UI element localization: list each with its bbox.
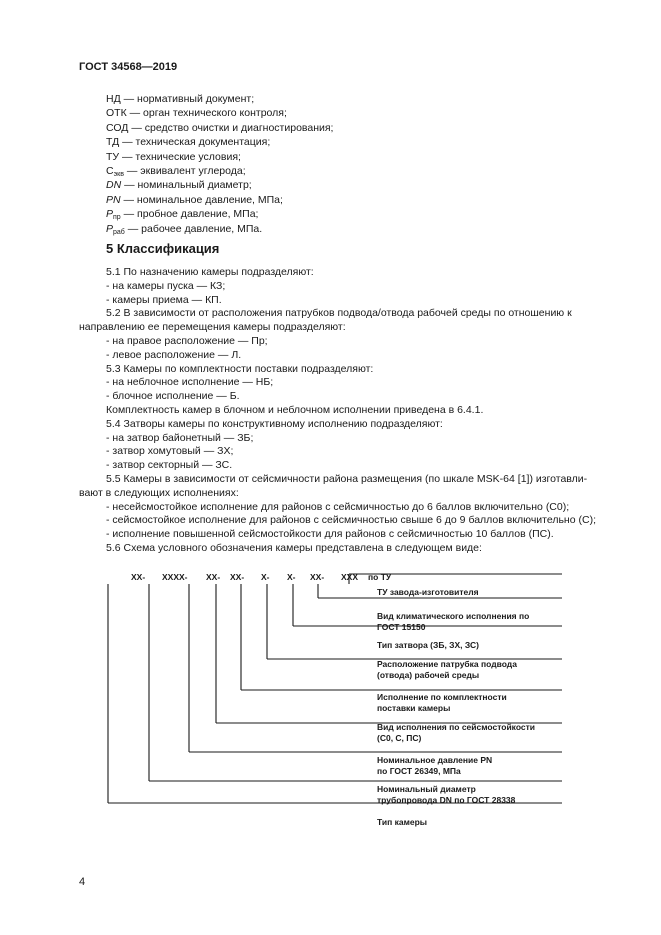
scheme-code-2: ХХХХ- — [162, 572, 188, 582]
scheme-code-7: ХХ- — [310, 572, 325, 582]
scheme-label-nozzle-2: (отвода) рабочей среды — [377, 670, 480, 680]
abbreviation-subscript: пр — [113, 214, 121, 222]
paragraph-line: 5.4 Затворы камеры по конструктивному исполнению подразделяют: — [106, 417, 443, 430]
paragraph-line: - сейсмостойкое исполнение для районов с сейсмичностью свыше 6 до 9 баллов включительно (С); — [106, 514, 596, 527]
paragraph-line: направлению ее перемещения камеры подразделяют: — [79, 321, 346, 334]
paragraph-line: - левое расположение — Л. — [106, 348, 242, 361]
scheme-label-type: Тип камеры — [377, 817, 428, 827]
paragraph-line: 5.3 Камеры по комплектности поставки подразделяют: — [106, 362, 374, 375]
abbreviation-definition: — технические условия; — [119, 150, 241, 163]
scheme-label-climate-2: ГОСТ 15150 — [377, 622, 426, 632]
abbreviation-definition: — номинальное давление, МПа; — [120, 193, 283, 206]
section-title: 5 Классификация — [106, 241, 220, 256]
abbreviation-subscript: экв — [113, 171, 124, 179]
scheme-label-tu: ТУ завода-изготовителя — [377, 587, 479, 597]
abbreviation-definition: — эквивалент углерода; — [123, 165, 246, 178]
scheme-label-closure: Тип затвора (ЗБ, ЗХ, ЗС) — [377, 640, 479, 650]
paragraph-line: - на неблочное исполнение — НБ; — [106, 376, 274, 389]
paragraph-line: 5.1 По назначению камеры подразделяют: — [106, 266, 314, 278]
abbreviation-symbol: С — [106, 165, 114, 178]
scheme-code-6: Х- — [287, 572, 296, 582]
page-number: 4 — [79, 876, 86, 888]
abbreviation-symbol: ТУ — [106, 150, 120, 163]
abbreviation-definition: — пробное давление, МПа; — [120, 208, 259, 221]
scheme-code-4: ХХ- — [230, 572, 245, 582]
paragraph-line: - камеры приема — КП. — [106, 293, 222, 306]
scheme-label-completeness-2: поставки камеры — [377, 703, 451, 713]
paragraph-line: - исполнение повышенной сейсмостойкости для районов с сейсмичностью 10 баллов (ПС). — [106, 528, 554, 541]
paragraph-line: Комплектность камер в блочном и неблочном исполнении приведена в 6.4.1. — [106, 403, 484, 416]
scheme-label-pressure-2: по ГОСТ 26349, МПа — [377, 766, 461, 776]
scheme-code-3: ХХ- — [206, 572, 221, 582]
paragraph-line: - несейсмостойкое исполнение для районов с сейсмичностью до 6 баллов включительно (С0); — [106, 500, 570, 513]
paragraph-line: вают в следующих исполнениях: — [79, 486, 239, 499]
abbreviation-definition: — средство очистки и диагностирования; — [128, 121, 334, 134]
paragraph-line: - на камеры пуска — КЗ; — [106, 279, 226, 292]
paragraph-line: - на затвор байонетный — ЗБ; — [106, 431, 254, 444]
abbreviation-symbol: P — [106, 208, 114, 221]
scheme-code-9: по ТУ — [368, 572, 392, 582]
scheme-label-diameter-1: Номинальный диаметр — [377, 784, 476, 794]
abbreviation-definition: — рабочее давление, МПа. — [124, 222, 263, 235]
abbreviation-symbol: ОТК — [106, 107, 127, 120]
paragraph-line: - блочное исполнение — Б. — [106, 390, 240, 403]
scheme-label-climate-1: Вид климатического исполнения по — [377, 611, 530, 621]
abbreviation-symbol: НД — [106, 93, 121, 105]
abbreviation-symbol: СОД — [106, 121, 129, 134]
scheme-code-1: ХХ- — [131, 572, 146, 582]
scheme-label-completeness-1: Исполнение по комплектности — [377, 692, 507, 702]
paragraph-line: - затвор секторный — ЗС. — [106, 459, 233, 472]
abbreviation-definition: — номинальный диаметр; — [121, 179, 252, 192]
scheme-code-8: ХХХ — [341, 572, 359, 582]
abbreviation-definition: — техническая документация; — [119, 136, 271, 149]
abbreviation-symbol: DN — [106, 179, 122, 192]
scheme-label-diameter-2: трубопровода DN по ГОСТ 28338 — [377, 795, 516, 805]
scheme-label-seismic-2: (С0, С, ПС) — [377, 733, 422, 743]
paragraph-line: 5.5 Камеры в зависимости от сейсмичности района размещения (по шкале MSK-64 [1]) изготавли- — [106, 472, 588, 485]
paragraph-line: - затвор хомутовый — ЗХ; — [106, 445, 234, 458]
abbreviation-subscript: раб — [113, 228, 125, 236]
abbreviation-definition: — нормативный документ; — [120, 93, 255, 105]
scheme-code-5: Х- — [261, 572, 270, 582]
scheme-label-pressure-1: Номинальное давление PN — [377, 755, 493, 765]
abbreviation-definition: — орган технического контроля; — [126, 107, 287, 120]
paragraph-line: 5.6 Схема условного обозначения камеры представлена в следующем виде: — [106, 541, 482, 554]
document-header: ГОСТ 34568—2019 — [79, 61, 178, 73]
abbreviation-symbol: PN — [106, 193, 121, 206]
abbreviation-symbol: ТД — [106, 136, 120, 149]
scheme-label-nozzle-1: Расположение патрубка подвода — [377, 659, 517, 669]
abbreviation-symbol: P — [106, 222, 114, 235]
paragraph-line: - на правое расположение — Пр; — [106, 334, 268, 347]
paragraph-line: 5.2 В зависимости от расположения патрубков подвода/отвода рабочей среды по отношению к — [106, 307, 572, 320]
scheme-label-seismic-1: Вид исполнения по сейсмостойкости — [377, 722, 536, 732]
